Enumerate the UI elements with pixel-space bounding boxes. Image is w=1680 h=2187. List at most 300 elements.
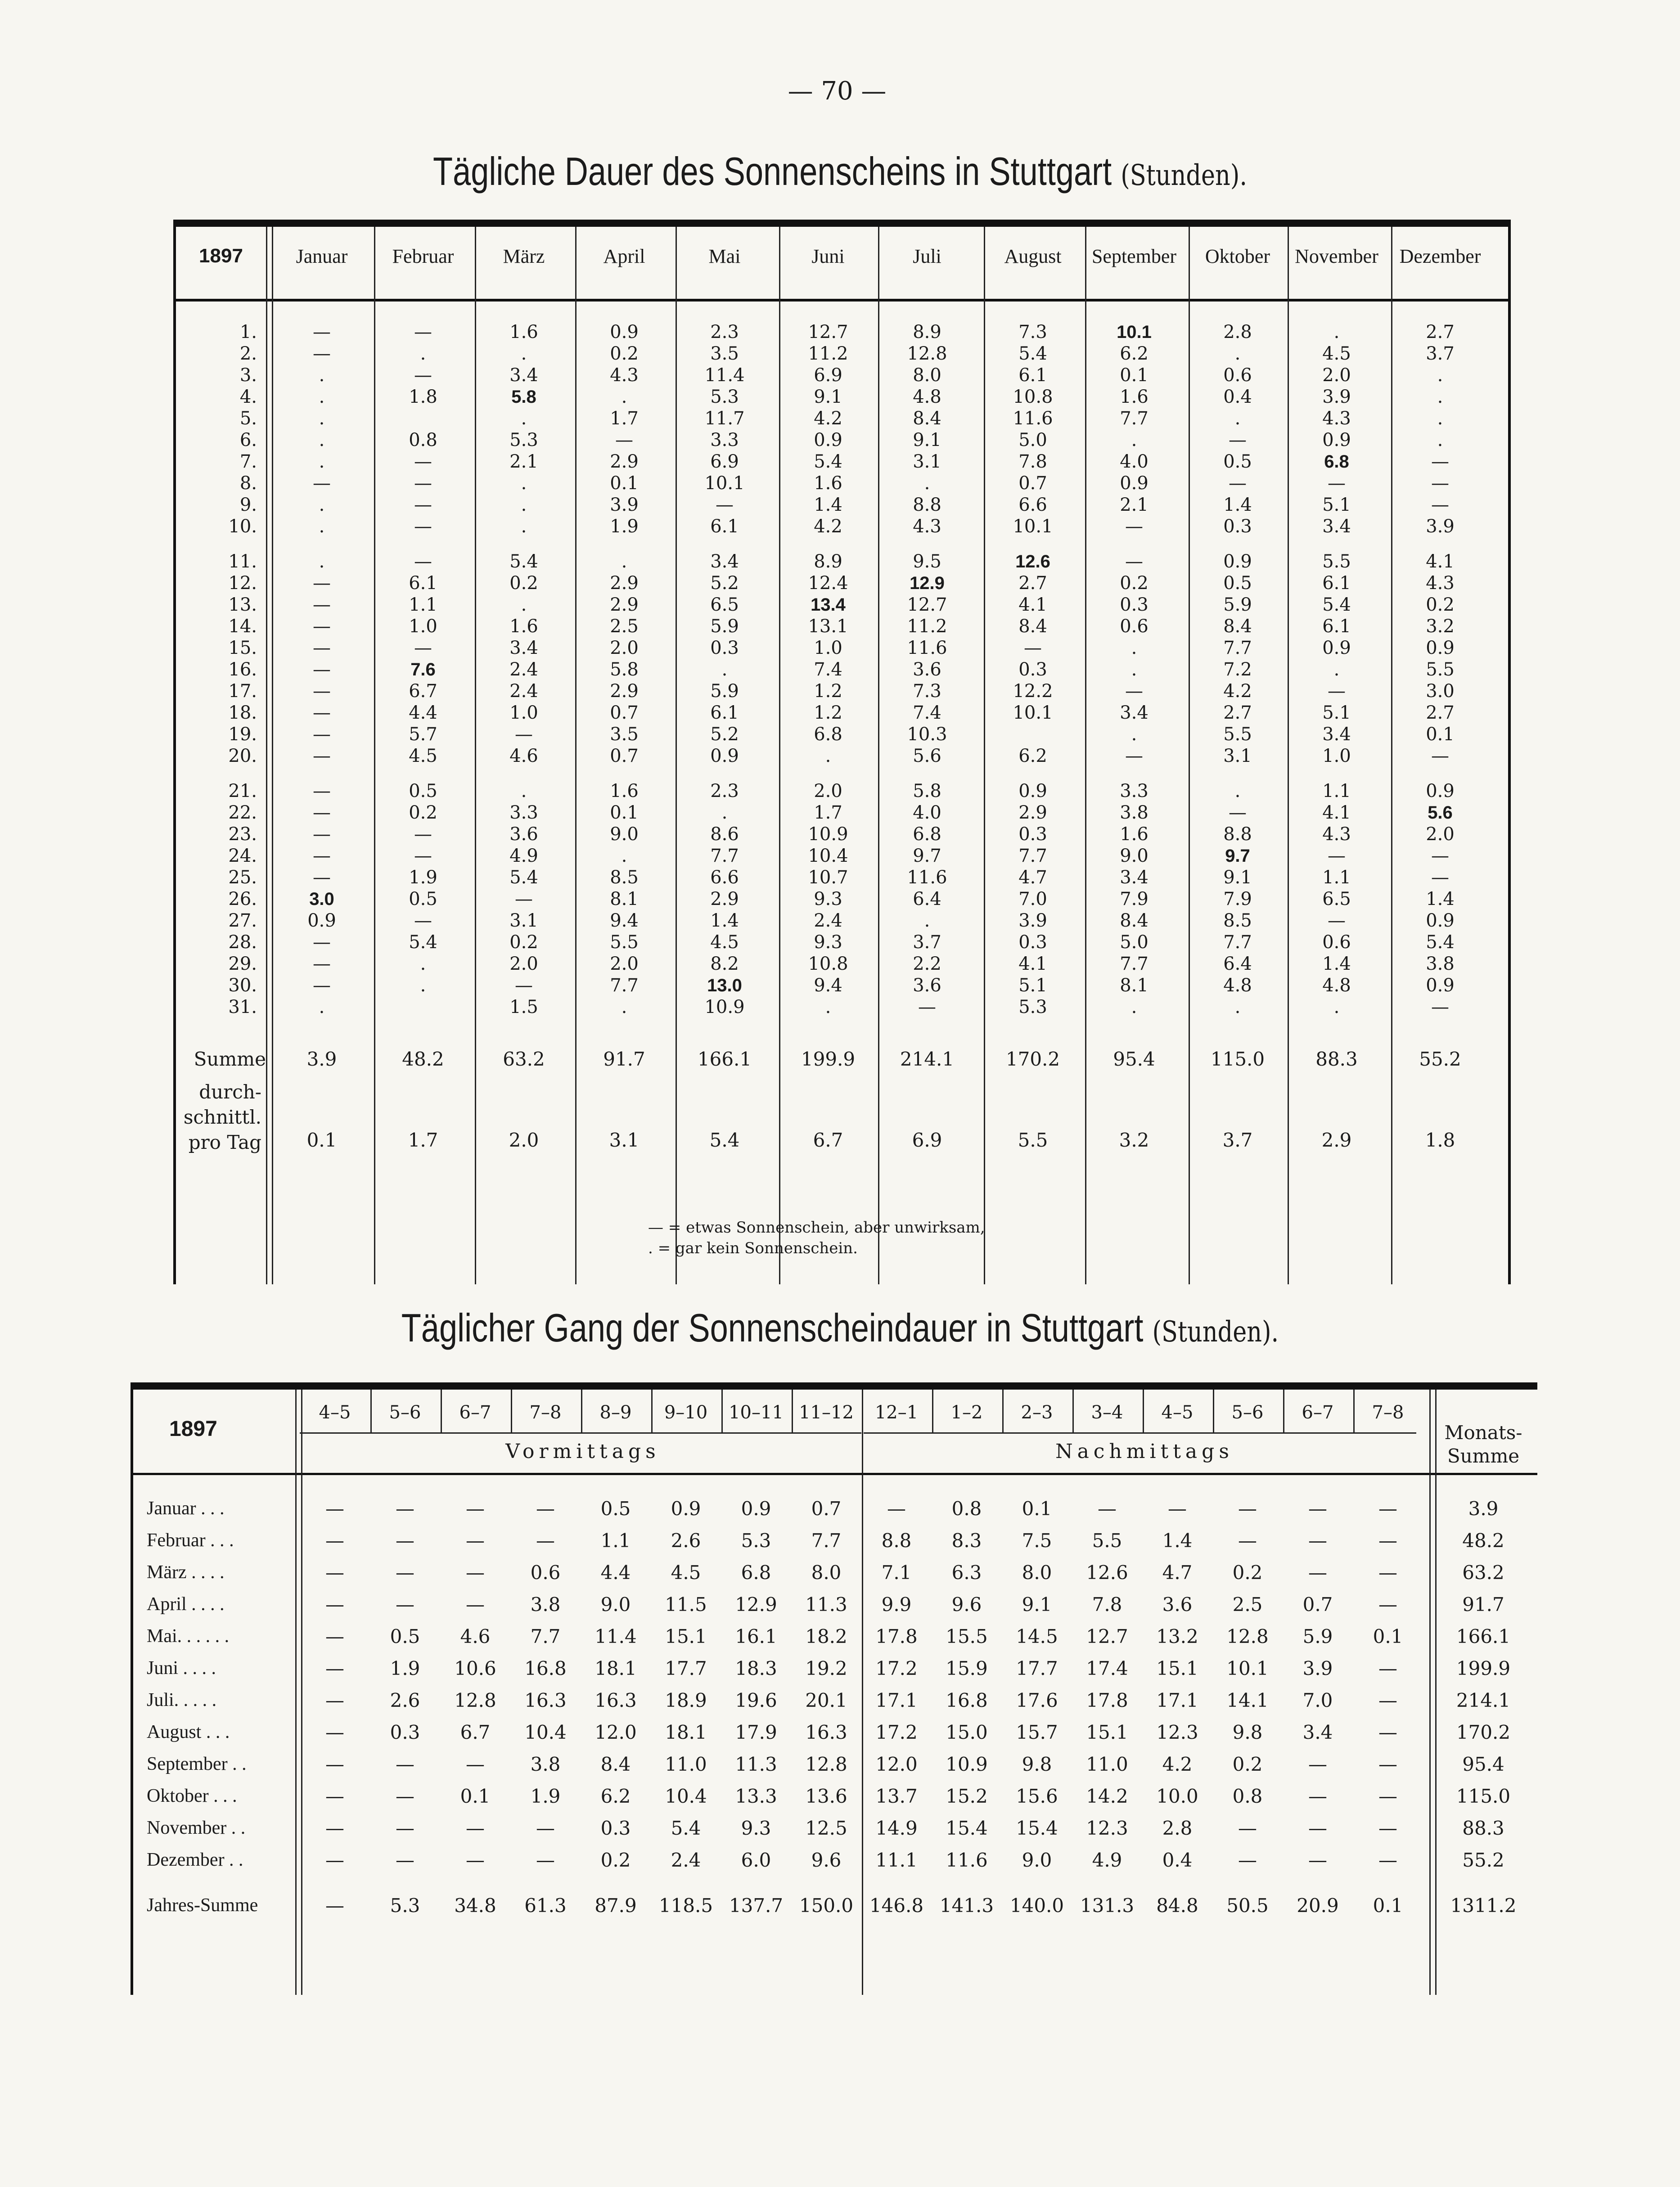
average-value: 3.7 xyxy=(1222,1129,1253,1151)
hour-value: 16.3 xyxy=(524,1689,567,1711)
day-value: 6.6 xyxy=(1018,495,1047,515)
table-row xyxy=(133,1562,1537,1593)
day-value: . xyxy=(319,408,325,429)
day-label: 16. xyxy=(228,659,257,680)
month-column xyxy=(779,321,877,1018)
day-value: 0.9 xyxy=(1426,638,1455,658)
day-value: 2.4 xyxy=(509,659,538,680)
nachmittags-label: Nachmittags xyxy=(1055,1440,1234,1463)
day-value: 9.5 xyxy=(913,551,941,572)
total-value: 137.7 xyxy=(729,1894,784,1917)
day-value: — xyxy=(414,495,432,515)
hour-value: — xyxy=(1378,1689,1397,1711)
day-value: 4.2 xyxy=(814,516,842,537)
day-value: 11.6 xyxy=(907,867,947,888)
hour-value: — xyxy=(1378,1817,1397,1839)
day-value: 9.4 xyxy=(610,910,639,931)
day-label: 28. xyxy=(228,932,257,953)
day-value: 3.1 xyxy=(913,451,941,472)
day-value: 3.7 xyxy=(1426,343,1455,364)
day-value: 12.9 xyxy=(910,573,945,593)
hour-header: 5–6 xyxy=(1231,1402,1264,1423)
month-header: April xyxy=(603,245,645,267)
hour-value: 6.8 xyxy=(741,1562,771,1584)
day-value: 2.0 xyxy=(814,781,842,801)
column-divider xyxy=(1283,1390,1284,1432)
day-value: 0.9 xyxy=(1322,638,1351,658)
day-value: 7.7 xyxy=(1223,932,1252,953)
total-value: 20.9 xyxy=(1297,1894,1339,1917)
day-label: 6. xyxy=(239,430,257,450)
day-value: 5.4 xyxy=(509,867,538,888)
day-value: 11.2 xyxy=(907,616,947,637)
hour-value: 9.8 xyxy=(1232,1721,1263,1743)
day-value: 6.6 xyxy=(710,867,739,888)
table2-title xyxy=(151,1305,1529,1351)
hour-value: 11.3 xyxy=(805,1593,847,1616)
day-value: — xyxy=(414,551,432,572)
day-value: 2.9 xyxy=(610,594,639,615)
day-value: . xyxy=(521,473,527,494)
day-label: 27. xyxy=(228,910,257,931)
day-value: 6.1 xyxy=(710,702,739,723)
hour-value: 10.4 xyxy=(524,1721,567,1743)
day-value: 9.0 xyxy=(1120,846,1149,866)
day-value: 1.4 xyxy=(1426,889,1455,909)
day-value: 0.8 xyxy=(409,430,437,450)
total-value: 150.0 xyxy=(799,1894,854,1917)
day-value: 5.8 xyxy=(913,781,941,801)
total-value: 61.3 xyxy=(524,1894,567,1917)
hour-value: — xyxy=(396,1530,414,1552)
day-value: 8.2 xyxy=(710,954,739,974)
day-value: 3.9 xyxy=(1426,516,1455,537)
day-value: 2.3 xyxy=(710,781,739,801)
hour-value: 10.6 xyxy=(454,1657,496,1679)
hour-value: 6.7 xyxy=(460,1721,491,1743)
month-sum: 199.9 xyxy=(1456,1657,1511,1679)
hour-value: — xyxy=(1378,1498,1397,1520)
header-rule xyxy=(176,299,1508,302)
hour-value: — xyxy=(1098,1498,1117,1520)
day-value: 5.4 xyxy=(814,451,842,472)
day-label: 25. xyxy=(228,867,257,888)
hour-value: 7.0 xyxy=(1302,1689,1333,1711)
day-value: 4.7 xyxy=(1018,867,1047,888)
hour-value: 10.4 xyxy=(665,1785,707,1807)
day-value: — xyxy=(313,573,331,594)
day-label-column xyxy=(180,321,257,1018)
month-sum: 170.2 xyxy=(1456,1721,1511,1743)
day-value: 10.1 xyxy=(1013,516,1053,537)
day-value: 8.1 xyxy=(610,889,639,909)
day-value: 7.9 xyxy=(1120,889,1149,909)
hour-value: 12.0 xyxy=(875,1753,918,1775)
day-value: 4.0 xyxy=(913,802,941,823)
average-value: 3.2 xyxy=(1119,1129,1149,1151)
hour-value: 17.8 xyxy=(875,1625,918,1647)
day-value: 0.9 xyxy=(1018,781,1047,801)
hour-value: 17.7 xyxy=(665,1657,707,1679)
day-value: 7.9 xyxy=(1223,889,1252,909)
day-value: 4.1 xyxy=(1018,594,1047,615)
column-divider xyxy=(721,1390,723,1432)
day-value: — xyxy=(1125,681,1143,702)
day-value: 2.9 xyxy=(1018,802,1047,823)
hour-value: 15.1 xyxy=(665,1625,707,1647)
total-value: 140.0 xyxy=(1009,1894,1064,1917)
hour-value: 15.6 xyxy=(1016,1785,1058,1807)
hour-header: 3–4 xyxy=(1091,1402,1123,1423)
day-value: — xyxy=(313,802,331,823)
day-value: 4.5 xyxy=(1322,343,1351,364)
total-label: Jahres-Summe xyxy=(147,1895,258,1916)
column-divider xyxy=(792,1390,793,1432)
row-gap xyxy=(779,767,877,780)
day-value: 5.1 xyxy=(1322,495,1351,515)
hour-value: 12.7 xyxy=(1086,1625,1128,1647)
hour-value: 7.1 xyxy=(881,1562,912,1584)
day-value: 3.5 xyxy=(710,343,739,364)
day-value: . xyxy=(1131,430,1137,450)
total-value: 87.9 xyxy=(595,1894,637,1917)
hour-value: — xyxy=(1308,1817,1327,1839)
day-value: — xyxy=(313,867,331,888)
hour-value: — xyxy=(396,1817,414,1839)
total-value: 146.8 xyxy=(869,1894,924,1917)
hour-value: 0.8 xyxy=(951,1498,982,1520)
day-value: 11.7 xyxy=(704,408,745,429)
month-header: August xyxy=(1004,245,1062,267)
day-value: 1.4 xyxy=(1322,954,1351,974)
day-value: — xyxy=(414,910,432,931)
hour-value: 16.1 xyxy=(735,1625,777,1647)
day-value: 5.3 xyxy=(509,430,538,450)
day-value: 7.6 xyxy=(410,660,436,680)
day-value: 0.1 xyxy=(1426,724,1455,745)
day-label: 5. xyxy=(239,408,257,429)
day-value: 4.3 xyxy=(913,516,941,537)
day-value: 8.8 xyxy=(1223,824,1252,845)
day-label: 21. xyxy=(228,781,257,801)
day-value: 1.2 xyxy=(814,681,842,702)
hour-value: 14.2 xyxy=(1086,1785,1128,1807)
day-value: 0.2 xyxy=(610,343,639,364)
row-gap xyxy=(1085,537,1183,551)
day-value: 1.7 xyxy=(610,408,639,429)
day-value: 3.1 xyxy=(509,910,538,931)
table-row xyxy=(133,1689,1537,1721)
row-gap xyxy=(1391,767,1489,780)
day-value: 12.6 xyxy=(1015,552,1050,572)
day-value: — xyxy=(515,975,533,996)
month-sum: 91.7 xyxy=(1462,1593,1504,1616)
day-value: 1.6 xyxy=(814,473,842,494)
day-value: . xyxy=(621,846,627,866)
day-value: 0.9 xyxy=(1223,551,1252,572)
month-column xyxy=(984,321,1082,1018)
day-value: 7.7 xyxy=(1223,638,1252,658)
day-value: 4.5 xyxy=(409,746,437,766)
month-label: Februar . . . xyxy=(147,1530,234,1551)
day-value: — xyxy=(414,473,432,494)
day-value: . xyxy=(1131,638,1137,658)
summe-value: 199.9 xyxy=(801,1048,856,1070)
hour-value: 17.1 xyxy=(875,1689,918,1711)
day-value: 0.3 xyxy=(1223,516,1252,537)
day-value: 1.2 xyxy=(814,702,842,723)
hour-value: 0.9 xyxy=(741,1498,771,1520)
day-value: 6.8 xyxy=(1324,452,1349,472)
day-label: 2. xyxy=(239,343,257,364)
day-value: 5.4 xyxy=(1322,594,1351,615)
hour-value: 17.8 xyxy=(1086,1689,1128,1711)
average-label: durch- schnittl. pro Tag xyxy=(183,1081,261,1153)
summe-value: 48.2 xyxy=(402,1048,444,1070)
hour-value: 4.4 xyxy=(600,1562,631,1584)
column-divider xyxy=(1353,1390,1355,1432)
day-value: 12.2 xyxy=(1013,681,1053,702)
day-value: — xyxy=(313,746,331,766)
hour-header: 9–10 xyxy=(664,1402,708,1423)
hour-value: 3.6 xyxy=(1162,1593,1193,1616)
day-value: 10.3 xyxy=(907,724,947,745)
day-value: 8.4 xyxy=(1223,616,1252,637)
hour-value: 7.7 xyxy=(811,1530,842,1552)
day-value: 9.7 xyxy=(913,846,941,866)
day-value: — xyxy=(414,365,432,386)
month-column xyxy=(475,321,573,1018)
hour-value: — xyxy=(325,1849,344,1871)
hour-value: — xyxy=(325,1593,344,1616)
day-value: 12.7 xyxy=(808,322,848,342)
row-gap xyxy=(475,537,573,551)
day-value: 1.9 xyxy=(610,516,639,537)
table1-legend xyxy=(648,1217,985,1259)
day-value: 9.4 xyxy=(814,975,842,996)
day-value: — xyxy=(1431,997,1449,1017)
hour-value: — xyxy=(1238,1530,1257,1552)
day-value: — xyxy=(313,473,331,494)
day-value: — xyxy=(313,681,331,702)
day-value: 0.3 xyxy=(710,638,739,658)
day-value: . xyxy=(1234,408,1241,429)
day-label: 24. xyxy=(228,846,257,866)
hour-value: — xyxy=(536,1817,555,1839)
row-gap xyxy=(273,767,371,780)
day-value: 6.8 xyxy=(913,824,941,845)
legend-dot: . = gar kein Sonnenschein. xyxy=(648,1239,858,1257)
table-row xyxy=(133,1530,1537,1561)
day-value: 6.2 xyxy=(1120,343,1149,364)
hour-value: 8.8 xyxy=(881,1530,912,1552)
hour-value: 0.7 xyxy=(811,1498,842,1520)
row-gap xyxy=(984,537,1082,551)
day-value: 4.2 xyxy=(814,408,842,429)
hour-value: — xyxy=(325,1817,344,1839)
hour-value: — xyxy=(325,1562,344,1584)
hour-header: 8–9 xyxy=(599,1402,632,1423)
row-gap xyxy=(878,767,976,780)
day-value: 1.6 xyxy=(610,781,639,801)
day-label: 30. xyxy=(228,975,257,996)
day-value: 0.9 xyxy=(610,322,639,342)
hour-value: 0.5 xyxy=(600,1498,631,1520)
hour-value: 18.3 xyxy=(735,1657,777,1679)
day-value: 4.1 xyxy=(1018,954,1047,974)
day-value: 0.3 xyxy=(1018,824,1047,845)
total-value: — xyxy=(325,1894,344,1917)
hour-value: 9.3 xyxy=(741,1817,771,1839)
day-value: 8.9 xyxy=(814,551,842,572)
day-value: 0.5 xyxy=(409,889,437,909)
day-value: 5.3 xyxy=(1018,997,1047,1017)
hour-value: 0.2 xyxy=(600,1849,631,1871)
month-header: Januar xyxy=(296,245,348,267)
legend-dash: — = etwas Sonnenschein, aber unwirksam, xyxy=(648,1219,985,1237)
hour-value: 4.9 xyxy=(1092,1849,1122,1871)
day-value: 8.6 xyxy=(710,824,739,845)
day-value: 8.0 xyxy=(913,365,941,386)
day-value: 5.9 xyxy=(1223,594,1252,615)
hour-value: 0.1 xyxy=(1373,1625,1403,1647)
day-value: 0.5 xyxy=(1223,451,1252,472)
summe-value: 3.9 xyxy=(306,1048,337,1070)
hour-value: 3.8 xyxy=(530,1753,561,1775)
row-gap xyxy=(676,537,774,551)
day-value: . xyxy=(924,910,930,931)
day-value: 4.3 xyxy=(610,365,639,386)
day-value: — xyxy=(615,430,633,450)
day-value: . xyxy=(319,387,325,407)
hour-value: — xyxy=(1308,1562,1327,1584)
hour-value: 1.9 xyxy=(390,1657,420,1679)
total-value: 118.5 xyxy=(658,1894,713,1917)
table-row xyxy=(133,1785,1537,1817)
hour-header: 11–12 xyxy=(799,1402,854,1423)
summe-value: 91.7 xyxy=(603,1048,645,1070)
hour-value: 14.1 xyxy=(1226,1689,1269,1711)
day-value: 0.2 xyxy=(1426,594,1455,615)
total-value: 50.5 xyxy=(1226,1894,1269,1917)
day-value: 2.2 xyxy=(913,954,941,974)
day-value: 6.7 xyxy=(409,681,437,702)
day-value: — xyxy=(313,975,331,996)
day-value: 4.8 xyxy=(1223,975,1252,996)
hour-value: 17.7 xyxy=(1016,1657,1058,1679)
hour-value: 18.1 xyxy=(595,1657,637,1679)
day-value: 4.8 xyxy=(1322,975,1351,996)
group-rule xyxy=(300,1432,861,1434)
day-value: — xyxy=(1125,516,1143,537)
day-label: 10. xyxy=(228,516,257,537)
day-value: 3.6 xyxy=(913,975,941,996)
hour-value: 17.1 xyxy=(1156,1689,1198,1711)
day-value: 0.3 xyxy=(1018,932,1047,953)
average-value: 2.9 xyxy=(1321,1129,1352,1151)
day-value: 7.3 xyxy=(1018,322,1047,342)
day-value: 2.5 xyxy=(610,616,639,637)
day-value: 0.6 xyxy=(1322,932,1351,953)
hour-value: 15.1 xyxy=(1086,1721,1128,1743)
hour-value: 15.0 xyxy=(946,1721,988,1743)
day-value: 3.0 xyxy=(309,889,334,909)
day-value: 5.5 xyxy=(1223,724,1252,745)
hour-value: — xyxy=(1378,1785,1397,1807)
day-value: 9.3 xyxy=(814,889,842,909)
day-value: 2.7 xyxy=(1018,573,1047,594)
header-rule xyxy=(133,1473,1537,1475)
day-label: 11. xyxy=(228,551,257,572)
day-value: 0.9 xyxy=(1120,473,1149,494)
day-label: 20. xyxy=(228,746,257,766)
day-label: 1. xyxy=(239,322,257,342)
hour-value: — xyxy=(1378,1721,1397,1743)
table2-title-unit: (Stunden). xyxy=(1152,1315,1279,1349)
hour-value: 17.9 xyxy=(735,1721,777,1743)
day-value: 13.0 xyxy=(707,976,742,995)
day-value: 0.2 xyxy=(509,573,538,594)
table-row xyxy=(133,1625,1537,1657)
day-value: . xyxy=(1234,343,1241,364)
day-value: — xyxy=(1229,430,1247,450)
hour-value: 15.9 xyxy=(946,1657,988,1679)
day-label: 4. xyxy=(239,387,257,407)
row-gap xyxy=(878,537,976,551)
hour-value: 9.6 xyxy=(951,1593,982,1616)
hour-value: 12.6 xyxy=(1086,1562,1128,1584)
row-gap xyxy=(374,767,472,780)
hour-value: 5.3 xyxy=(741,1530,771,1552)
day-value: 5.0 xyxy=(1018,430,1047,450)
day-value: 10.4 xyxy=(808,846,848,866)
hour-value: — xyxy=(536,1498,555,1520)
day-value: 13.4 xyxy=(811,595,846,615)
hour-value: — xyxy=(536,1849,555,1871)
day-value: — xyxy=(1431,846,1449,866)
day-value: 0.9 xyxy=(1426,975,1455,996)
day-value: 4.0 xyxy=(1120,451,1149,472)
hour-value: 0.6 xyxy=(530,1562,561,1584)
total-row xyxy=(133,1894,1537,1926)
average-value: 5.4 xyxy=(709,1129,740,1151)
day-value: . xyxy=(924,473,930,494)
day-value: 1.0 xyxy=(409,616,437,637)
day-value: 1.4 xyxy=(814,495,842,515)
day-label: 31. xyxy=(228,997,257,1017)
day-value: 5.4 xyxy=(1426,932,1455,953)
summe-value: 63.2 xyxy=(503,1048,545,1070)
day-label: 29. xyxy=(228,954,257,974)
day-value: 3.6 xyxy=(913,659,941,680)
day-value: 7.8 xyxy=(1018,451,1047,472)
column-divider xyxy=(581,1390,582,1432)
hour-value: 10.0 xyxy=(1156,1785,1198,1807)
day-value: 0.6 xyxy=(1120,616,1149,637)
day-value: 3.7 xyxy=(913,932,941,953)
hour-value: — xyxy=(466,1498,485,1520)
day-value: . xyxy=(621,997,627,1017)
day-value: . xyxy=(1234,781,1241,801)
day-value: 5.4 xyxy=(509,551,538,572)
day-value: . xyxy=(521,343,527,364)
hour-value: — xyxy=(396,1785,414,1807)
day-value: 2.0 xyxy=(1426,824,1455,845)
day-value: — xyxy=(1229,802,1247,823)
day-value: . xyxy=(521,408,527,429)
day-value: 1.1 xyxy=(1322,867,1351,888)
hour-value: 18.9 xyxy=(665,1689,707,1711)
